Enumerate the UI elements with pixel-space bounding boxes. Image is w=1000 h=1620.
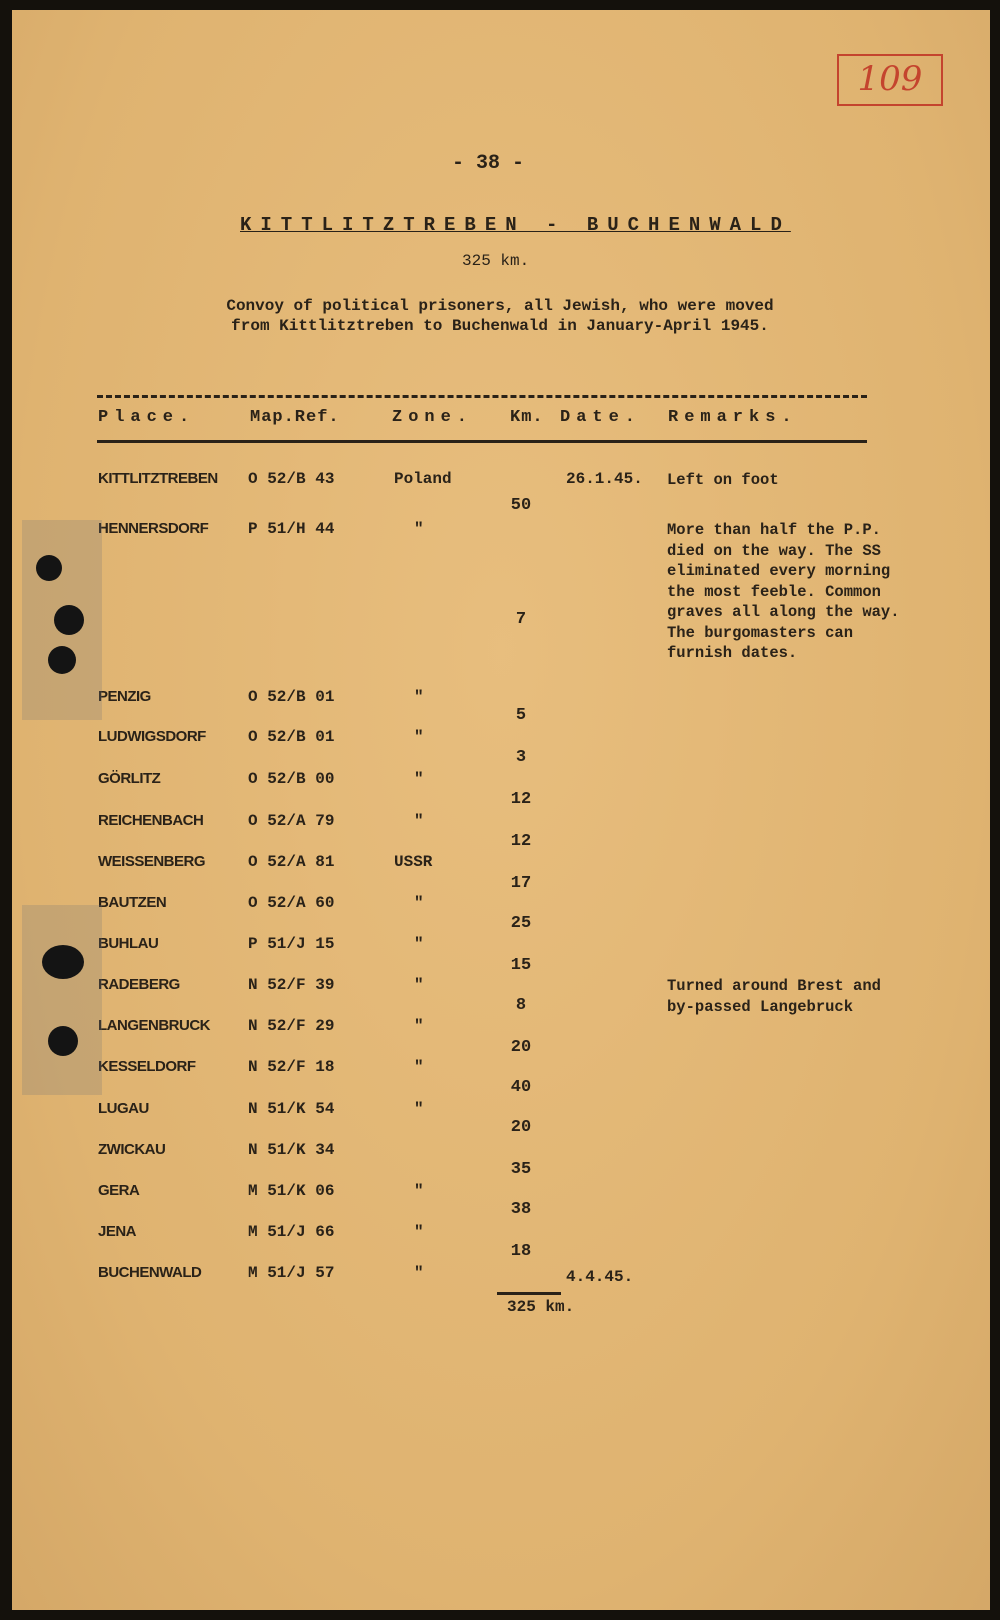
row-map-ref: N 52/F 18 <box>248 1058 335 1076</box>
km-leg: 3 <box>515 748 527 767</box>
row-date: 26.1.45. <box>566 470 643 488</box>
km-leg: 38 <box>510 1200 532 1219</box>
row-zone: " <box>414 812 424 830</box>
row-place: REICHENBACH <box>98 812 204 829</box>
row-place: BUCHENWALD <box>98 1264 202 1281</box>
punch-hole <box>36 555 62 581</box>
remark-hennersdorf <box>667 520 900 664</box>
row-zone: " <box>414 688 424 706</box>
km-leg: 25 <box>510 914 532 933</box>
row-zone: USSR <box>394 853 433 871</box>
remark-line: died on the way. The SS <box>667 541 881 560</box>
column-header-zone: Zone. <box>392 408 474 427</box>
km-leg: 12 <box>510 790 532 809</box>
row-map-ref: M 51/K 06 <box>248 1182 335 1200</box>
table-top-rule <box>97 395 867 398</box>
km-leg: 15 <box>510 956 532 975</box>
remark-line: the most feeble. Common <box>667 582 881 601</box>
total-distance: 325 km. <box>462 252 530 270</box>
intro-line-1: Convoy of political prisoners, all Jewish, who were moved <box>226 297 774 315</box>
row-place: JENA <box>98 1223 137 1240</box>
document-page <box>12 10 990 1610</box>
row-place: HENNERSDORF <box>98 520 209 537</box>
row-map-ref: O 52/A 79 <box>248 812 335 830</box>
remark-line: by-passed Langebruck <box>667 997 854 1016</box>
km-leg: 20 <box>510 1038 532 1057</box>
row-zone: " <box>414 520 424 538</box>
km-leg: 8 <box>515 996 527 1015</box>
row-zone: " <box>414 1058 424 1076</box>
column-header-place: Place. <box>98 408 196 427</box>
row-place: RADEBERG <box>98 976 180 993</box>
column-header-remarks: Remarks. <box>668 408 798 427</box>
document-title: KITTLITZTREBEN - BUCHENWALD <box>240 214 791 236</box>
km-leg: 5 <box>515 706 527 725</box>
row-map-ref: O 52/B 01 <box>248 688 335 706</box>
km-leg: 40 <box>510 1078 532 1097</box>
row-map-ref: N 51/K 54 <box>248 1100 335 1118</box>
remark-line: eliminated every morning <box>667 562 891 580</box>
punch-hole <box>48 646 76 674</box>
row-zone: " <box>414 1100 424 1118</box>
page-number: - 38 - <box>452 152 525 175</box>
row-zone: Poland <box>394 470 452 488</box>
row-place: LUDWIGSDORF <box>98 728 206 745</box>
km-leg: 35 <box>510 1160 532 1179</box>
row-zone: " <box>414 976 424 994</box>
remark-line: The burgomasters can <box>667 623 854 642</box>
intro-line-2: from Kittlitztreben to Buchenwald in January-April 1945. <box>231 317 769 335</box>
row-place: BAUTZEN <box>98 894 167 911</box>
remark-line: Turned around Brest and <box>667 977 881 995</box>
km-leg: 50 <box>510 496 532 515</box>
km-leg: 18 <box>510 1242 532 1261</box>
archive-page-stamp: 109 <box>837 54 943 106</box>
km-leg: 7 <box>515 610 527 629</box>
column-header-date: Date. <box>560 408 642 427</box>
remark-line: More than half the P.P. <box>667 521 881 539</box>
punch-hole <box>42 945 84 979</box>
row-place: GERA <box>98 1182 140 1199</box>
row-map-ref: N 52/F 29 <box>248 1017 335 1035</box>
column-header-km: Km. <box>510 408 544 427</box>
row-zone: " <box>414 728 424 746</box>
row-place: WEISSENBERG <box>98 853 206 870</box>
remark-radeberg <box>667 976 881 1017</box>
row-place: GÖRLITZ <box>98 770 161 787</box>
remark-left-on-foot: Left on foot <box>667 471 779 489</box>
row-map-ref: O 52/B 01 <box>248 728 335 746</box>
row-map-ref: O 52/A 81 <box>248 853 335 871</box>
row-map-ref: N 52/F 39 <box>248 976 335 994</box>
row-zone: " <box>414 1182 424 1200</box>
km-leg: 12 <box>510 832 532 851</box>
km-leg: 20 <box>510 1118 532 1137</box>
row-map-ref: O 52/B 43 <box>248 470 335 488</box>
row-map-ref: N 51/K 34 <box>248 1141 335 1159</box>
row-zone: " <box>414 770 424 788</box>
row-map-ref: M 51/J 57 <box>248 1264 335 1282</box>
row-zone: " <box>414 1223 424 1241</box>
row-zone: " <box>414 894 424 912</box>
row-place: BUHLAU <box>98 935 159 952</box>
row-zone: " <box>414 935 424 953</box>
row-place: ZWICKAU <box>98 1141 166 1158</box>
row-place: KESSELDORF <box>98 1058 196 1075</box>
remark-line: furnish dates. <box>667 644 798 662</box>
row-map-ref: O 52/B 00 <box>248 770 335 788</box>
row-map-ref: O 52/A 60 <box>248 894 335 912</box>
punch-hole <box>48 1026 78 1056</box>
punch-hole <box>54 605 84 635</box>
total-rule <box>497 1292 561 1295</box>
row-map-ref: P 51/H 44 <box>248 520 335 538</box>
row-zone: " <box>414 1017 424 1035</box>
remark-line: graves all along the way. <box>667 603 900 621</box>
row-place: PENZIG <box>98 688 151 705</box>
km-total: 325 km. <box>507 1298 575 1316</box>
reinforcement-patch <box>22 905 102 1095</box>
row-zone: " <box>414 1264 424 1282</box>
column-header-map-ref: Map.Ref. <box>250 408 340 427</box>
row-map-ref: M 51/J 66 <box>248 1223 335 1241</box>
row-map-ref: P 51/J 15 <box>248 935 335 953</box>
table-header-rule <box>97 440 867 443</box>
intro-paragraph <box>180 296 820 336</box>
row-date: 4.4.45. <box>566 1268 634 1286</box>
row-place: LUGAU <box>98 1100 149 1117</box>
row-place: KITTLITZTREBEN <box>98 470 218 487</box>
row-place: LANGENBRUCK <box>98 1017 210 1034</box>
km-leg: 17 <box>510 874 532 893</box>
